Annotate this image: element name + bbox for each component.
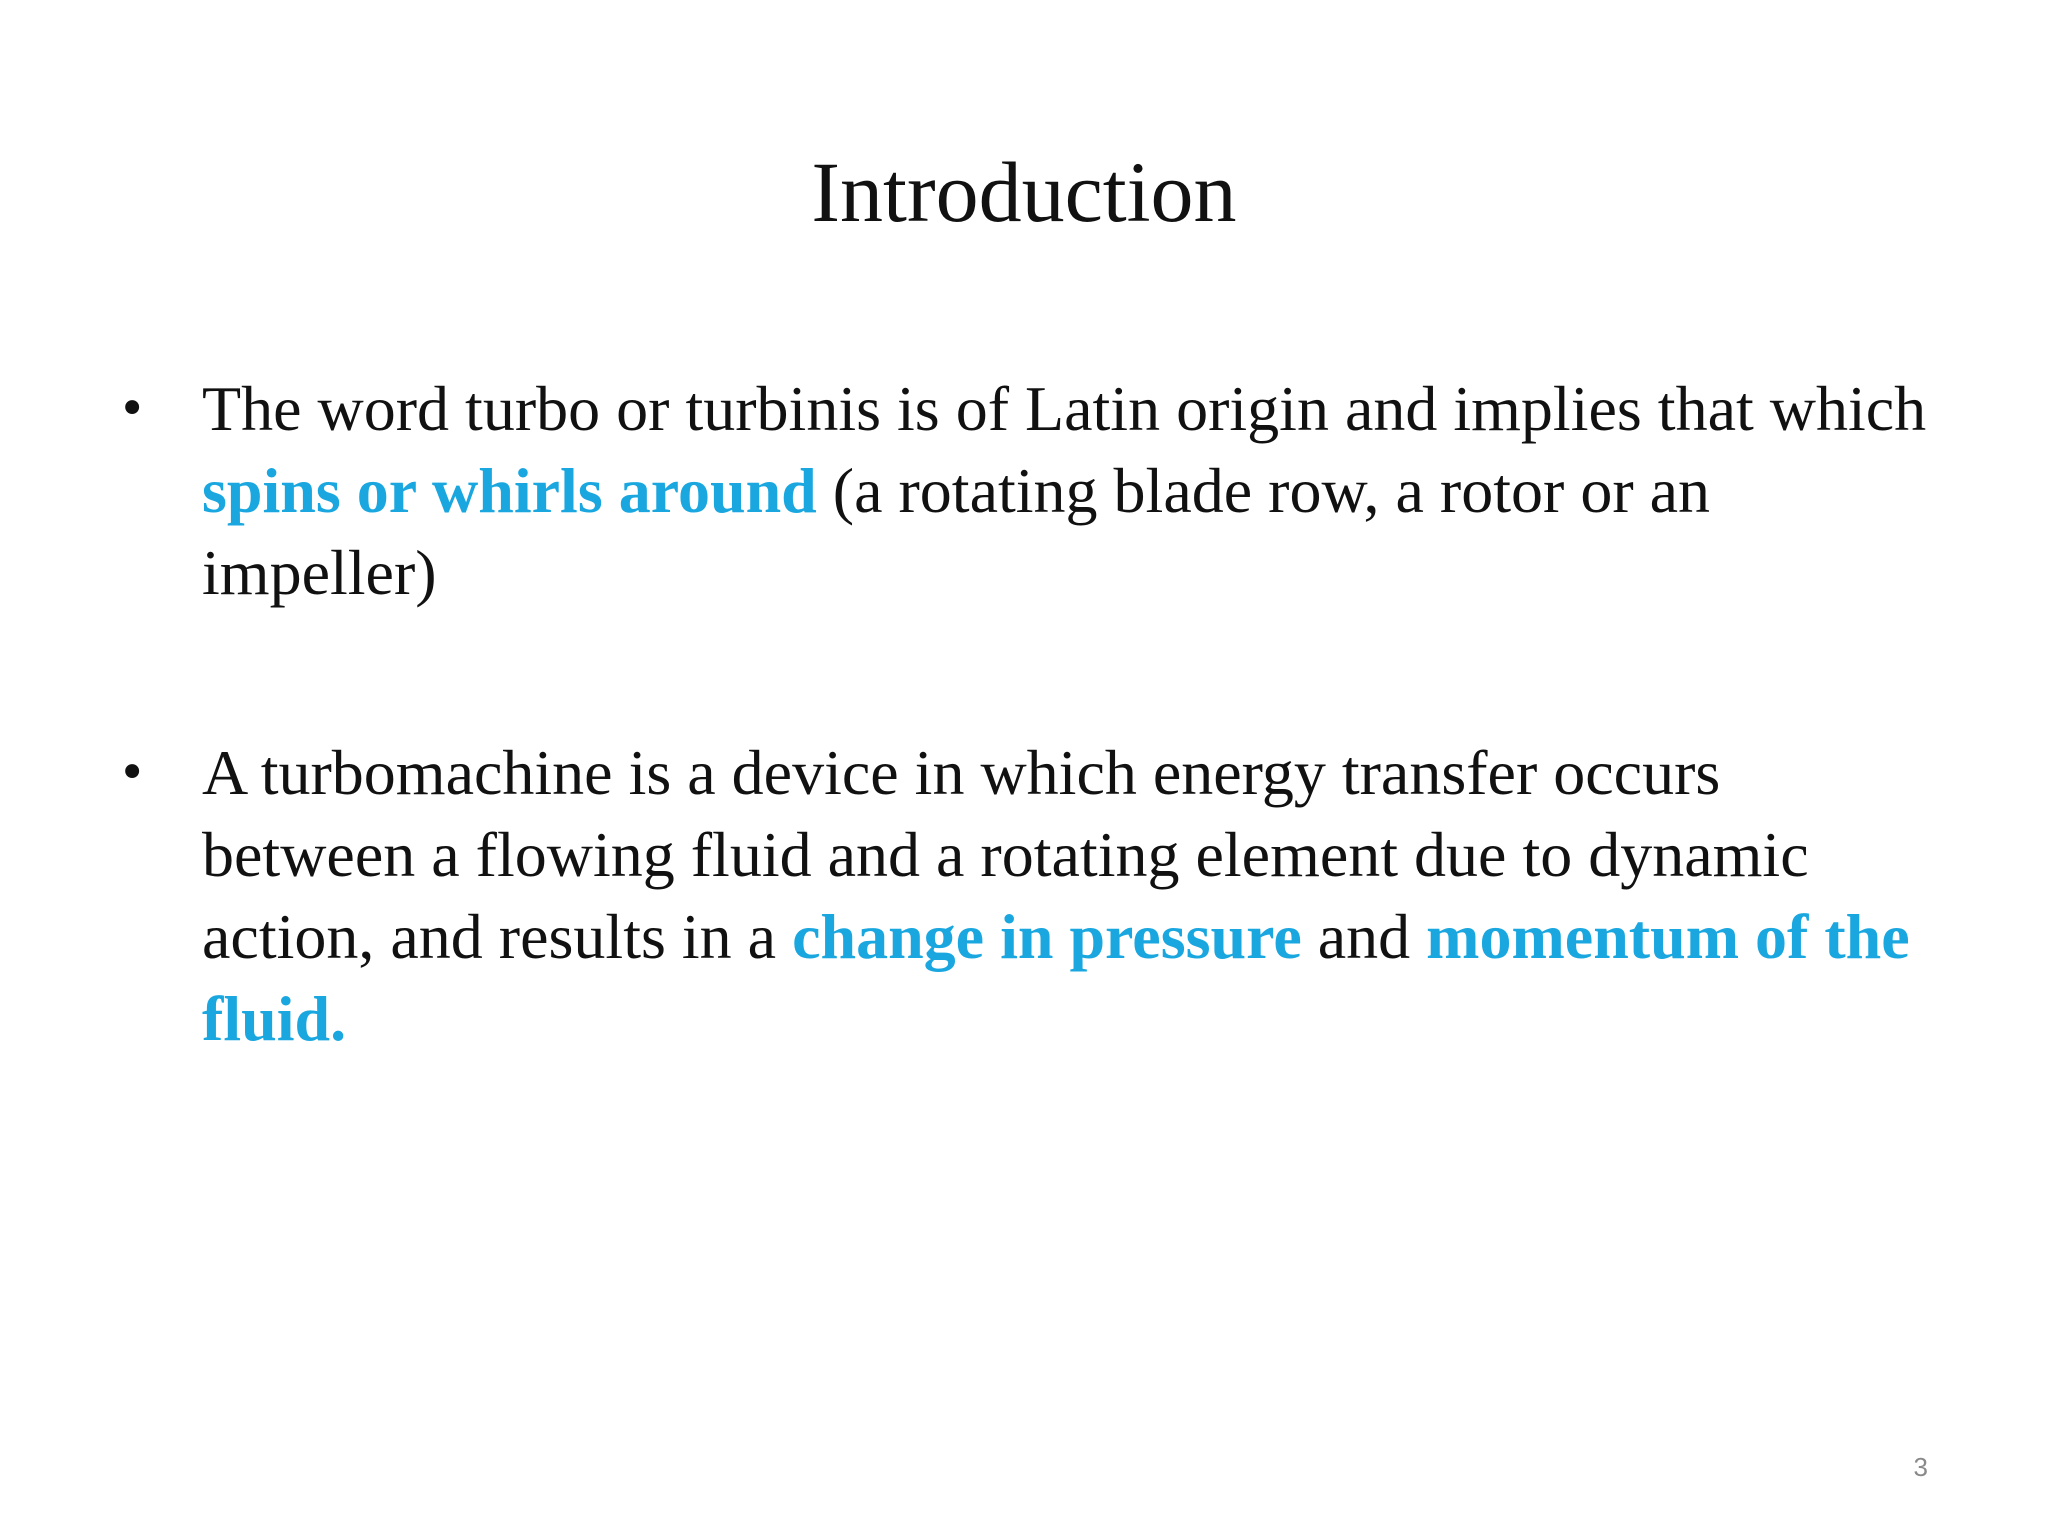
bullet-list (118, 368, 1948, 1060)
slide-title: Introduction (811, 144, 1237, 240)
bullet-item-1 (118, 368, 1948, 614)
bullet-text-segment: The word turbo or turbinis is of Latin origin and implies that which (202, 373, 1927, 444)
bullet-text-segment: and (1301, 901, 1427, 972)
highlighted-phrase: momentum of the fluid. (202, 901, 1910, 1054)
bullet-text-segment: (a rotating blade row, a rotor or an impeller) (202, 455, 1711, 608)
bullet-marker: • (118, 745, 147, 801)
highlighted-phrase: change in pressure (792, 901, 1302, 972)
bullet-marker: • (118, 381, 147, 437)
bullet-item-2 (118, 732, 1948, 1060)
bullet-text-segment: A turbomachine is a device in which energy transfer occurs between a flowing fluid and a rotating element due to dynamic action, and results in a (202, 737, 1809, 972)
highlighted-phrase: spins or whirls around (202, 455, 817, 526)
page-number: 3 (1913, 1452, 1928, 1482)
